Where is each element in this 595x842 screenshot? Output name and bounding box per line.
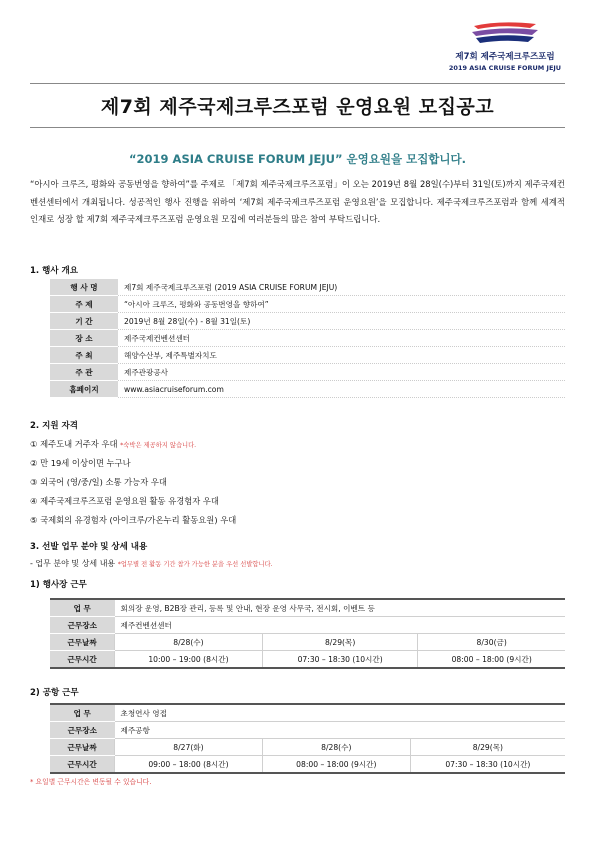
date-cell: 8/29(목): [410, 739, 565, 756]
row-value: 제주관광공사: [118, 364, 565, 381]
table-row: [50, 704, 565, 722]
logo-title: 제7회 제주국제크루즈포럼: [455, 52, 555, 62]
duty-detail-note: *업무별 전 활동 기간 참가 가능한 분을 우선 선발합니다.: [117, 561, 273, 568]
section-event-overview-heading: 1. 행사 개요: [30, 266, 78, 276]
duty-detail-line: [30, 558, 273, 569]
table-row: [50, 599, 565, 617]
row-label: 업 무: [50, 599, 115, 617]
time-cell: 08:00 – 18:00 (9시간): [418, 651, 565, 669]
row-label: 업 무: [50, 704, 115, 722]
table-row: [50, 296, 565, 313]
table-row: [50, 617, 565, 634]
row-label: 홈페이지: [50, 381, 118, 398]
date-cell: 8/28(수): [262, 739, 410, 756]
table-row: [50, 313, 565, 330]
row-value: 해양수산부, 제주특별자치도: [118, 347, 565, 364]
row-label: 근무시간: [50, 756, 115, 774]
forum-logo: [440, 20, 570, 72]
qualification-item: ③ 외국어 (영/중/일) 소통 가능자 우대: [30, 477, 167, 487]
time-cell: 07:30 – 18:30 (10시간): [410, 756, 565, 774]
duty-value: 회의장 운영, B2B장 관리, 등록 및 안내, 현장 운영 사무국, 전시회, 이벤트 등: [115, 599, 566, 617]
section-duty-heading: 3. 선발 업무 분야 및 상세 내용: [30, 542, 148, 552]
row-label: 근무장소: [50, 617, 115, 634]
date-cell: 8/27(화): [115, 739, 263, 756]
homepage-link[interactable]: www.asiacruiseforum.com: [118, 381, 565, 398]
table-row: [50, 381, 565, 398]
row-label: 근무날짜: [50, 739, 115, 756]
row-value: “아시아 크루즈, 평화와 공동번영을 향하여”: [118, 296, 565, 313]
qualification-note: *숙박은 제공하지 않습니다.: [120, 442, 197, 449]
title-top-rule: [30, 83, 565, 84]
time-cell: 10:00 – 19:00 (8시간): [115, 651, 263, 669]
row-label: 근무날짜: [50, 634, 115, 651]
row-label: 장 소: [50, 330, 118, 347]
table-row: [50, 651, 565, 669]
time-cell: 07:30 – 18:30 (10시간): [262, 651, 418, 669]
date-cell: 8/28(수): [115, 634, 263, 651]
row-value: 제7회 제주국제크루즈포럼 (2019 ASIA CRUISE FORUM JEJU): [118, 279, 565, 296]
row-value: 2019년 8월 28일(수) - 8월 31일(토): [118, 313, 565, 330]
page-title: 제7회 제주국제크루즈포럼 운영요원 모집공고: [100, 96, 495, 118]
qualification-item: ② 만 19세 이상이면 누구나: [30, 458, 131, 468]
logo-subtitle: 2019 ASIA CRUISE FORUM JEJU: [448, 64, 562, 72]
duty-value: 초청연사 영접: [115, 704, 566, 722]
row-label: 근무장소: [50, 722, 115, 739]
row-label: 기 간: [50, 313, 118, 330]
footnote: * 요일별 근무시간은 변동될 수 있습니다.: [30, 778, 152, 786]
place-value: 제주공항: [115, 722, 566, 739]
cruise-ship-logo-icon: [470, 20, 540, 46]
table-row: [50, 722, 565, 739]
table-row: [50, 330, 565, 347]
venue-work-heading: 1) 행사장 근무: [30, 580, 87, 590]
airport-work-table: [50, 703, 565, 774]
event-overview-table: [50, 279, 565, 398]
table-row: [50, 347, 565, 364]
row-label: 행 사 명: [50, 279, 118, 296]
subtitle: “2019 ASIA CRUISE FORUM JEJU” 운영요원을 모집합니다.: [128, 152, 467, 166]
title-bottom-rule: [30, 127, 565, 128]
row-label: 근무시간: [50, 651, 115, 669]
table-row: [50, 739, 565, 756]
qualification-item: ④ 제주국제크루즈포럼 운영요원 활동 유경험자 우대: [30, 496, 219, 506]
row-label: 주 관: [50, 364, 118, 381]
table-row: [50, 364, 565, 381]
date-cell: 8/29(목): [262, 634, 418, 651]
qualification-item: ⑤ 국제회의 유경험자 (아이크루/가온누리 활동요원) 우대: [30, 515, 237, 525]
section-qualification-heading: 2. 지원 자격: [30, 421, 78, 431]
qualification-text: ① 제주도내 거주자 우대: [30, 439, 118, 449]
qualification-item: [30, 438, 196, 450]
venue-work-table: [50, 598, 565, 669]
intro-paragraph: “아시아 크루즈, 평화와 공동번영을 향하여”를 주제로 「제7회 제주국제크루즈포럼」이 오는 2019년 8월 28일(수)부터 31일(토)까지 제주국제컨벤션센터에서 개최됩니다. 성공적인 행사 진행을 위하여 ‘제7회 제주국제크루즈포럼 운영요원’을 모집합니다. 제주국제크루즈포럼과 함께 세계적 인재로 성장 할 제7회 제주국제크루즈포럼 운영요원 모집에 여러분들의 많은 참여 부탁드립니다.: [30, 179, 565, 224]
row-label: 주 제: [50, 296, 118, 313]
table-row: [50, 756, 565, 774]
duty-detail-text: - 업무 분야 및 상세 내용: [30, 559, 116, 568]
place-value: 제주컨벤션센터: [115, 617, 566, 634]
row-label: 주 최: [50, 347, 118, 364]
time-cell: 09:00 – 18:00 (8시간): [115, 756, 263, 774]
airport-work-heading: 2) 공항 근무: [30, 688, 79, 698]
table-row: [50, 634, 565, 651]
row-value: 제주국제컨벤션센터: [118, 330, 565, 347]
date-cell: 8/30(금): [418, 634, 565, 651]
table-row: [50, 279, 565, 296]
time-cell: 08:00 – 18:00 (9시간): [262, 756, 410, 774]
